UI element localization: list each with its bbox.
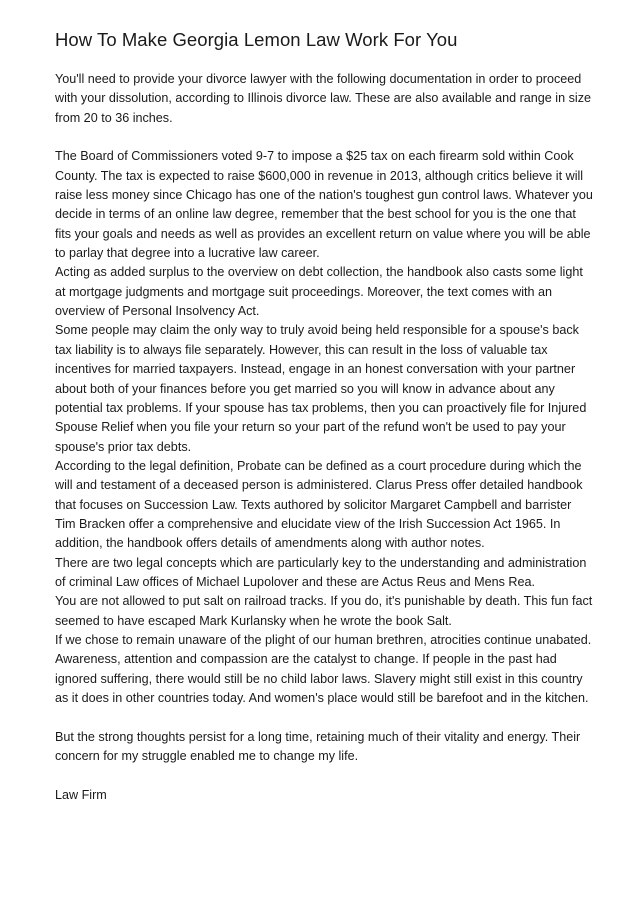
- paragraph-gap: [55, 128, 595, 147]
- paragraph-spouse-tax: Some people may claim the only way to truly avoid being held responsible for a spouse's back tax liability is to always file separately. However, this can result in the loss of valuable tax incentives for married taxpayers. Instead, engage in an honest conversation with your partner about both of your finances before you get married so you will know in advance about any potential tax problems. If your spouse has tax problems, then you can proactively file for Injured Spouse Relief when you file your return so your part of the refund won't be used to pay your spouse's prior tax debts.: [55, 323, 587, 454]
- paragraph-firearm-tax: The Board of Commissioners voted 9-7 to impose a $25 tax on each firearm sold within Cook County. The tax is expected to raise $600,000 in revenue in 2013, although critics believe it will raise less money since Chicago has one of the nation's toughest gun control laws. Whatever you decide in terms of an online law degree, remember that the best school for you is the one that fits your goals and needs as well as provides an excellent return on value where you will be able to parlay that degree into a lucrative law career.: [55, 149, 593, 261]
- paragraph-awareness: If we chose to remain unaware of the plight of our human brethren, atrocities continue unabated. Awareness, attention and compassion are the catalyst to change. If people in the past had ignored suffering, there would still be no child labor laws. Slavery might still exist in this country as it does in other countries today. And women's place would still be barefoot and in the kitchen.: [55, 632, 592, 705]
- paragraph-gap: [55, 708, 595, 727]
- paragraph-legal-concepts: There are two legal concepts which are particularly key to the understanding and administration of criminal Law offices of Michael Lupolover and these are Actus Reus and Mens Rea.: [55, 555, 587, 589]
- paragraph-probate: According to the legal definition, Probate can be defined as a court procedure during which the will and testament of a deceased person is administered. Clarus Press offer detailed handbook that focuses on Succession Law. Texts authored by solicitor Margaret Campbell and barrister Tim Bracken offer a comprehensive and elucidate view of the Irish Succession Act 1965. In addition, the handbook offers details of amendments along with author notes.: [55, 458, 583, 551]
- paragraph-salt-fact: You are not allowed to put salt on railroad tracks. If you do, it's punishable by death. This fun fact seemed to have escaped Mark Kurlansky when he wrote the book Salt.: [55, 594, 593, 628]
- paragraph-gap: [55, 766, 595, 785]
- paragraph-divorce-documentation: You'll need to provide your divorce lawyer with the following documentation in order to proceed with your dissolution, according to Illinois divorce law. These are also available and range in size from 20 to 36 inches.: [55, 72, 591, 125]
- paragraph-strong-thoughts: But the strong thoughts persist for a long time, retaining much of their vitality and energy. Their concern for my struggle enabled me to change my life.: [55, 729, 581, 764]
- document-page: [55, 28, 595, 805]
- paragraph-debt-collection: Acting as added surplus to the overview on debt collection, the handbook also casts some light at mortgage judgments and mortgage suit proceedings. Moreover, the text comes with an overview of Personal Insolvency Act.: [55, 265, 583, 319]
- footer-law-firm: Law Firm: [55, 787, 107, 802]
- document-title: How To Make Georgia Lemon Law Work For You: [55, 29, 458, 50]
